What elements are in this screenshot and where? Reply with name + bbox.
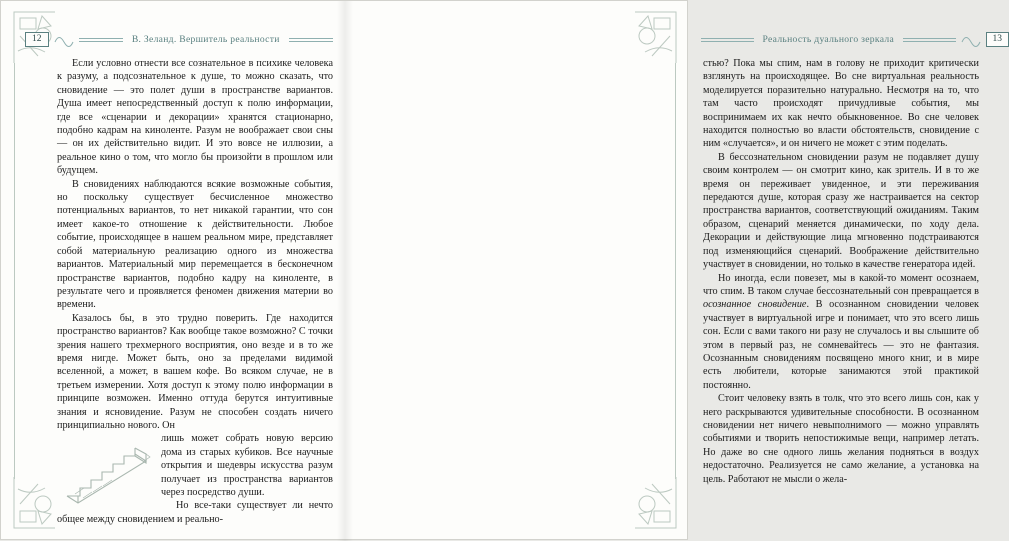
flourish-icon [961, 35, 981, 45]
corner-ornament-icon [633, 5, 683, 65]
corner-ornament-icon [633, 475, 683, 535]
header-rule [701, 38, 754, 42]
page-header-right [701, 31, 1009, 48]
flourish-icon [54, 35, 74, 45]
page-number-badge [25, 32, 49, 47]
paragraph: Но все-таки существует ли нечто общее между сновидением и реально- [57, 500, 333, 525]
margin-rule [675, 63, 676, 479]
running-title: Реальность дуального зеркала [762, 34, 895, 45]
corner-ornament-icon [7, 475, 57, 535]
paragraph: Стоит человеку взять в толк, что это всего лишь сон, как у него раскрываются удивительные способности. В осознанном сновидении нет ничего невыполнимого — можно управлять событиями и творить непостижимые вещи, например летать. Но даже во сне одного лишь желания подняться в воздух недостаточно. Реализуется не само желание, а установка на цель. Работают не мысли о жела- [703, 393, 979, 485]
running-title: В. Зеланд. Вершитель реальности [131, 34, 280, 45]
header-rule [79, 38, 123, 42]
page-number-badge [986, 32, 1009, 47]
header-rule [289, 38, 333, 42]
paragraph: Но иногда, если повезет, мы в какой-то момент осознаем, что спим. В таком случае бессознательный сон превращается в осознанное сновидение. В осознанном сновидении человек участвует в виртуальной игре и понимает, что это всего лишь сон. Если с вами такого ни разу не случалось и вы слышите об этом в первый раз, не сомневайтесь — это не фантазия. Осознанным сновидениям посвящено много книг, и в мире есть любители, которые занимаются этой практикой постоянно. [703, 272, 979, 391]
paragraph: Если условно отнести все сознательное в психике человека к разуму, а подсознательное к душе, то можно сказать, что сновидение — это полет души в пространстве вариантов. Душа имеет непосредственный доступ к полю информации, где все «сценарии и декорации» хранятся стационарно, подобно кадрам на киноленте. Разум не воображает свои сны — он их действительно видит. И это вовсе не иллюзии, а реальное кино о том, что могло бы произойти в прошлом или будущем. [57, 58, 333, 177]
page-number: 13 [992, 34, 1003, 44]
page-text-right [703, 57, 979, 486]
paragraph: Казалось бы, в это трудно поверить. Где находится пространство вариантов? Как вообще такое возможно? С точки зрения нашего трехмерного восприятия, оно везде и в то же время нигде. Может быть, оно за пределами видимой вселенной, а может, в вашем кофе. Во всяком случае, не в третьем измерении. Хотя доступ к этому полю информации в принципе возможен. Именно оттуда берутся интуитивные знания и ясновидение. Разум не способен создать ничего принципиально нового. Он [57, 312, 333, 431]
page-text-left [57, 57, 333, 526]
paragraph: В бессознательном сновидении разум не подавляет душу своим контролем — он смотрит кино, как зритель. И в то же время он переживает увиденное, и эти переживания передаются душе, которая сразу же настраивается на сектор пространства вариантов, соответствующий ожиданиям. Таким образом, сценарий меняется динамически, по ходу дела. Декорации и действующие лица мгновенно подстраиваются под изменяющийся сценарий. Воображение действительно участвует в сновидении, но только в качестве генератора идей. [703, 151, 979, 271]
paragraph-group [57, 57, 333, 432]
page-right [345, 1, 1003, 541]
page-number: 12 [32, 34, 42, 44]
paragraph: стью? Пока мы спим, нам в голову не приходит критически взглянуть на происходящее. Во сне виртуальная реальность моделируется поразительно натурально. Несмотря на то, что там часто происходят причудливые события, мы воспринимаем их как нечто обыкновенное. Во сне человек находится полностью во власти обстоятельств, сновидение с ним «случается», и он ничего не может с этим поделать. [703, 58, 979, 150]
paragraph: лишь может собрать новую версию дома из старых кубиков. Все научные открытия и шедевры искусства разум получает из пространства вариантов через посредство души. [161, 433, 333, 498]
page-left [1, 1, 345, 541]
paragraph-group [703, 57, 979, 486]
paragraph: В сновидениях наблюдаются всякие возможные события, но поскольку существует бесчисленное множество потенциальных вариантов, то нет никакой гарантии, что сон имеет какое-то отношение к действительности. Любое событие, происходящее в нашем реальном мире, представляет собой материальную реализацию одного из множества вариантов. Материальный мир перемещается в бесконечном пространстве вариантов, подобно кадру на киноленте, в результате чего и проявляется феномен движения материи во времени. [57, 178, 333, 311]
header-rule [903, 38, 956, 42]
margin-rule [14, 63, 15, 479]
page-header-left [25, 31, 333, 48]
stairs-sketch [57, 436, 153, 508]
